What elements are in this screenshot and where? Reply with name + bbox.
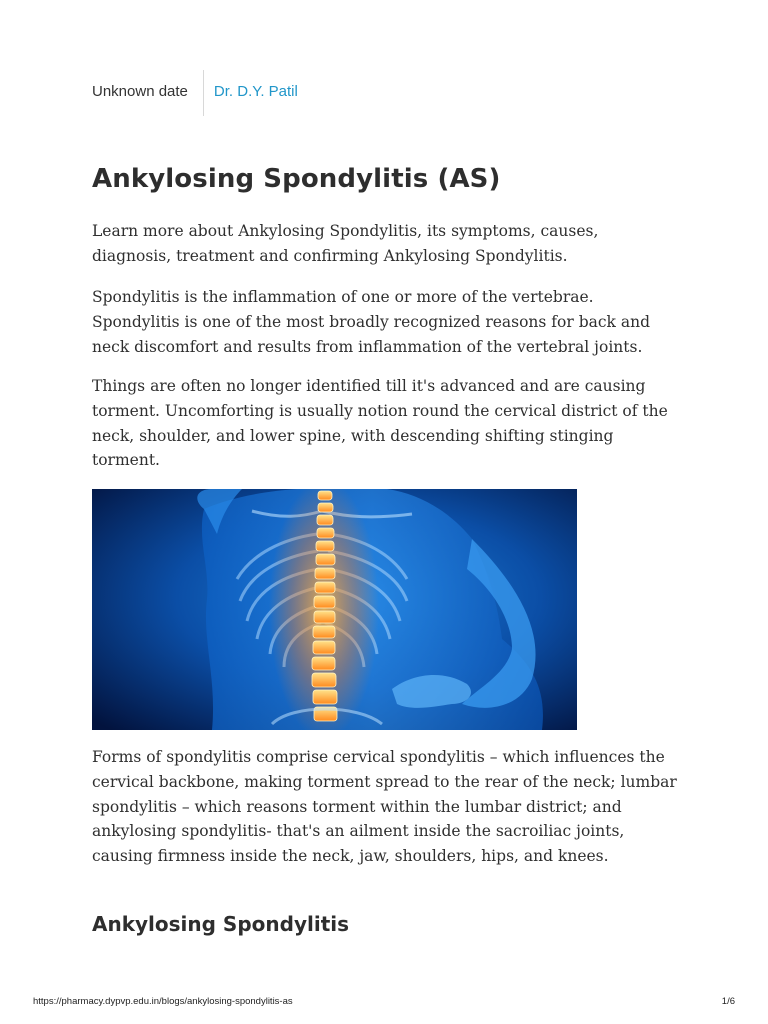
intro-paragraph: Learn more about Ankylosing Spondylitis, its symptoms, causes, diagnosis, treatment and confirming Ankylosing Spondylitis.	[92, 222, 599, 265]
section-heading: Ankylosing Spondylitis	[92, 912, 350, 936]
footer-url: https://pharmacy.dypvp.edu.in/blogs/ankylosing-spondylitis-as	[33, 996, 293, 1007]
symptoms-paragraph: Things are often no longer identified till it's advanced and are causing torment. Uncomforting is usually notion round the cervical district of the neck, shoulder, and lower spine, with descending shifting stinging torment.	[92, 377, 668, 470]
post-date: Unknown date	[92, 70, 204, 116]
definition-paragraph: Spondylitis is the inflammation of one or more of the vertebrae. Spondylitis is one of the most broadly recognized reasons for back and neck discomfort and results from inflammation of the vertebral joints.	[92, 288, 651, 356]
author-link[interactable]: Dr. D.Y. Patil	[213, 83, 298, 100]
article-title: Ankylosing Spondylitis (AS)	[92, 164, 501, 194]
post-meta	[92, 70, 298, 116]
spine-illustration	[92, 489, 577, 730]
forms-paragraph: Forms of spondylitis comprise cervical spondylitis – which influences the cervical backbone, making torment spread to the rear of the neck; lumbar spondylitis – which reasons torment within the lumbar district; and ankylosing spondylitis- that's an ailment inside the sacroiliac joints, causing firmness inside the neck, jaw, shoulders, hips, and knees.	[92, 748, 677, 866]
page-number: 1/6	[721, 996, 735, 1007]
